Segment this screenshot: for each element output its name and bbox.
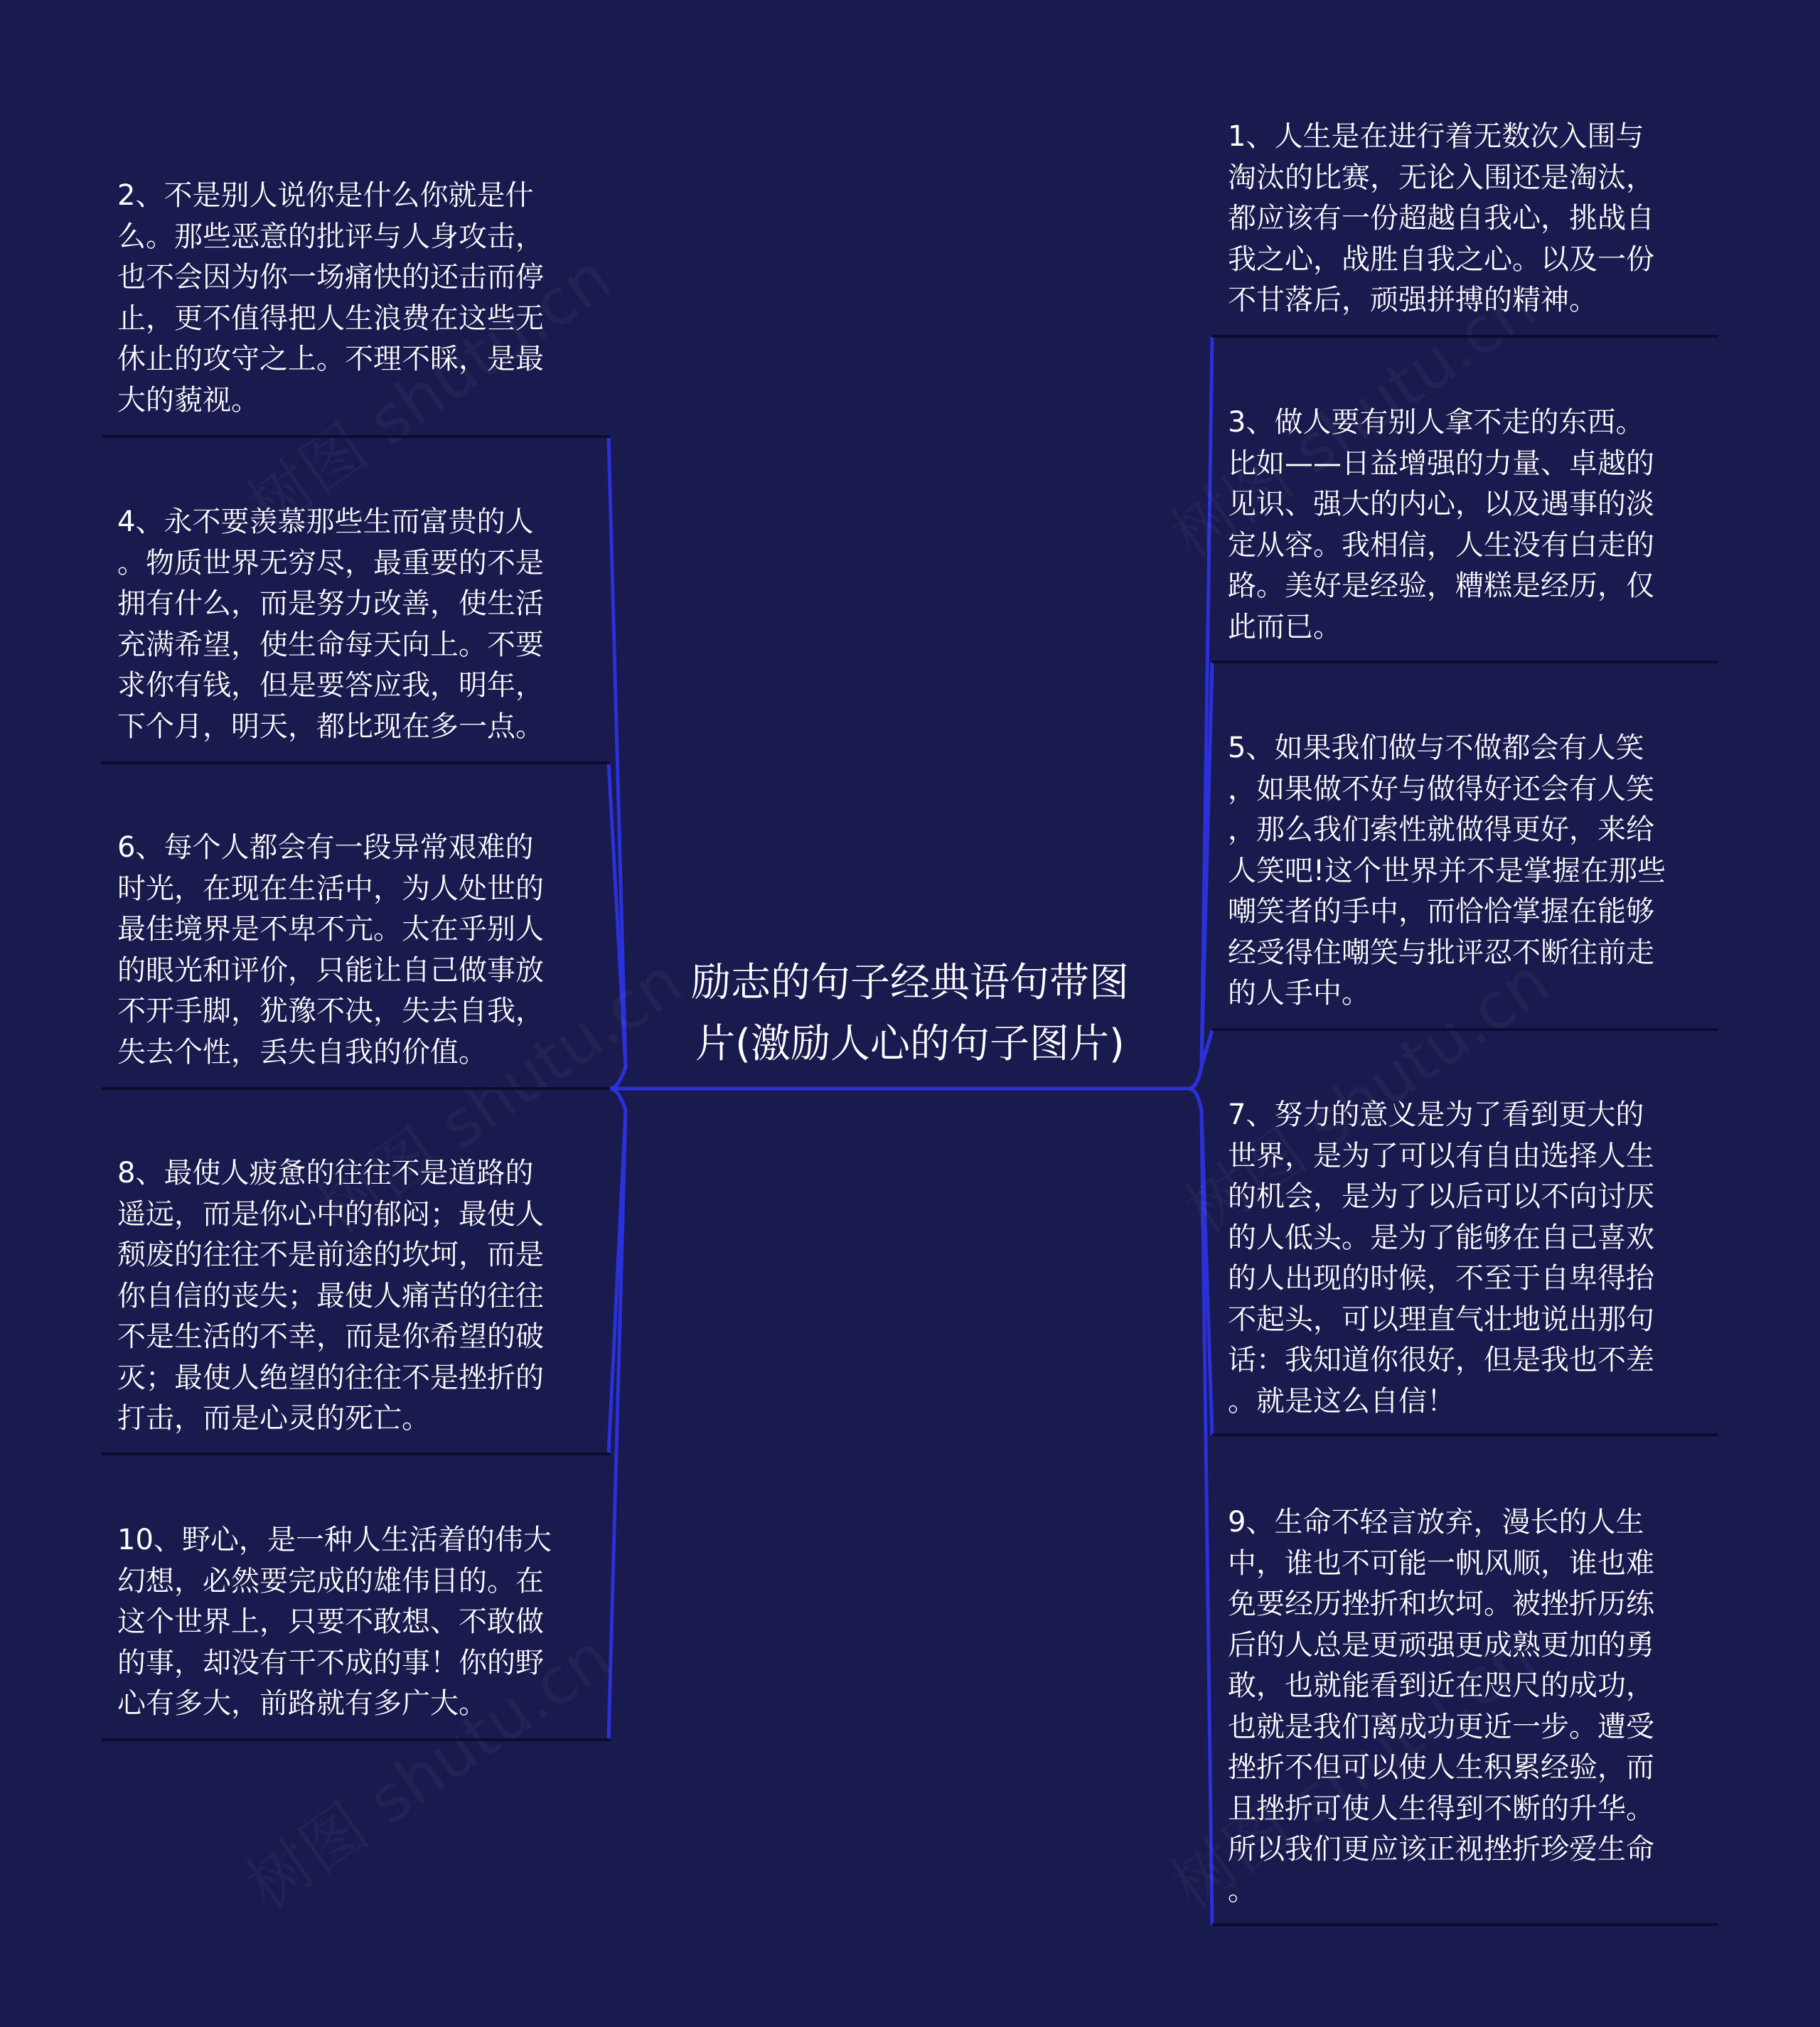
right-connector-1 (1189, 337, 1212, 1089)
central-topic[interactable]: 励志的句子经典语句带图 片(激励人心的句子图片) (691, 960, 1129, 1067)
right-node-9[interactable]: 9、生命不轻言放弃，漫长的人生 中，谁也不可能一帆风顺，谁也难 免要经历挫折和坎坷。被挫折历练 后的人总是更顽强更成熟更加的勇 敢，也就能看到近在咫尺的成功， 也就是我们离成功更近一步。遭受 挫折不但可以使人生积累经验，而 且挫折可使人生得到不断的升华。 所以我们更应该正视挫折珍爱生命 。 (1228, 1506, 1654, 1907)
right-node-3[interactable]: 3、做人要有别人拿不走的东西。 比如——日益增强的力量、卓越的 见识、强大的内心，以及遇事的淡 定从容。我相信，人生没有白走的 路。美好是经验，糟糕是经历，仅 此而已。 (1228, 406, 1654, 643)
left-node-4[interactable]: 4、永不要羡慕那些生而富贵的人 。物质世界无穷尽，最重要的不是 拥有什么，而是努力改善，使生活 充满希望，使生命每天向上。不要 求你有钱，但是要答应我，明年， 下个月，明天，都比现在多一点。 (117, 506, 544, 743)
node-underline (102, 435, 610, 438)
node-underline (102, 1453, 610, 1455)
node-underline (1212, 1923, 1718, 1926)
left-node-10[interactable]: 10、野心，是一种人生活着的伟大 幻想，必然要完成的雄伟目的。在 这个世界上，只要不敢想、不敢做 的事，却没有干不成的事！你的野 心有多大，前路就有多广大。 (117, 1524, 552, 1720)
right-node-1[interactable]: 1、人生是在进行着无数次入围与 淘汰的比赛，无论入围还是淘汰， 都应该有一份超越自我心，挑战自 我之心，战胜自我之心。以及一份 不甘落后，顽强拼搏的精神。 (1228, 120, 1654, 316)
right-node-5[interactable]: 5、如果我们做与不做都会有人笑 ，如果做不好与做得好还会有人笑 ，那么我们索性就做得更好，来给 人笑吧!这个世界并不是掌握在那些 嘲笑者的手中，而恰恰掌握在能够 经受得住嘲笑与批评忍不断往前走 的人手中。 (1228, 732, 1666, 1010)
left-node-2[interactable]: 2、不是别人说你是什么你就是什 么。那些恶意的批评与人身攻击， 也不会因为你一场痛快的还击而停 止，更不值得把人生浪费在这些无 休止的攻守之上。不理不睬，是最 大的藐视。 (117, 179, 544, 417)
left-node-8[interactable]: 8、最使人疲惫的往往不是道路的 遥远，而是你心中的郁闷；最使人 颓废的往往不是前途的坎坷，而是 你自信的丧失；最使人痛苦的往往 不是生活的不幸，而是你希望的破 灭；最使人绝望的往往不是挫折的 打击，而是心灵的死亡。 (117, 1157, 544, 1435)
node-underline (102, 761, 610, 764)
node-underline (1212, 335, 1718, 338)
left-node-6[interactable]: 6、每个人都会有一段异常艰难的 时光，在现在生活中，为人处世的 最佳境界是不卑不亢。太在乎别人 的眼光和评价，只能让自己做事放 不开手脚，犹豫不决，失去自我， 失去个性，丢失自我的价值。 (117, 831, 544, 1069)
node-underline (102, 1087, 610, 1090)
right-connector-5 (1189, 1089, 1212, 1925)
right-node-7[interactable]: 7、努力的意义是为了看到更大的 世界，是为了可以有自由选择人生 的机会，是为了以后可以不向讨厌 的人低头。是为了能够在自己喜欢 的人出现的时候，不至于自卑得抬 不起头，可以理直气壮地说出那句 话：我知道你很好，但是我也不差 。就是这么自信！ (1228, 1098, 1654, 1418)
node-underline (1212, 1028, 1718, 1031)
node-underline (1212, 1433, 1718, 1436)
node-underline (102, 1738, 610, 1741)
node-underline (1212, 660, 1718, 663)
